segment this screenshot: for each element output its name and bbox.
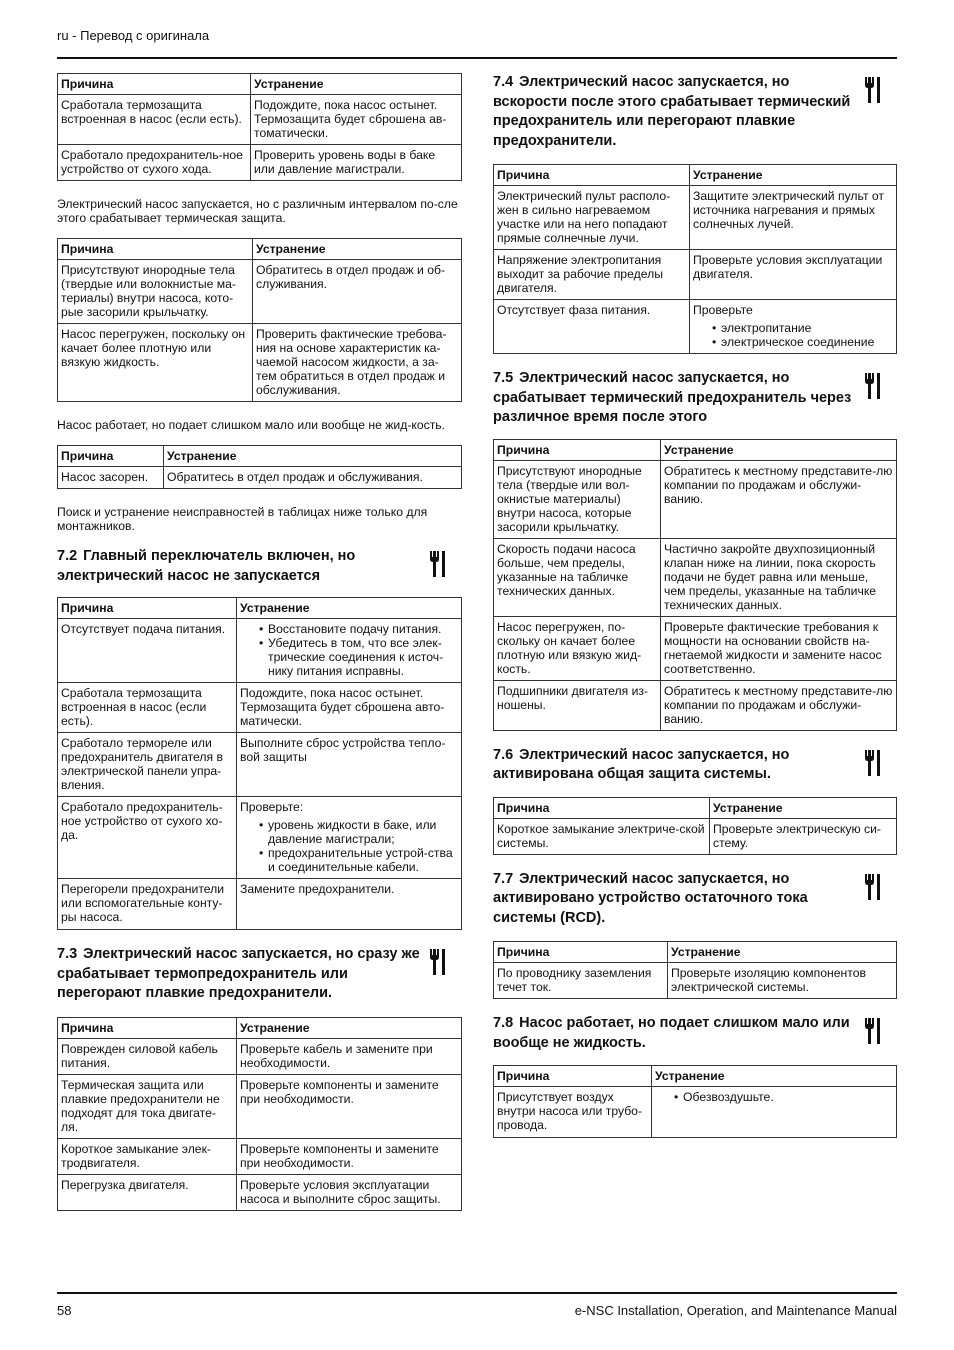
intro-paragraph: Насос работает, но подает слишком мало или вообще не жид-кость. [57, 418, 446, 432]
section-title-text: Электрический насос запускается, но срабатывает термический предохранитель через различное время после этого [493, 370, 852, 425]
remedy-cell: Проверьте изоляцию компонентов электрической системы. [668, 963, 897, 999]
header-cause: Причина [494, 797, 710, 818]
table-header-row [58, 446, 462, 467]
header-remedy: Устранение [251, 74, 462, 95]
cause-cell: Термическая защита или плавкие предохранители не подходят для тока двигате-ля. [58, 1074, 237, 1138]
section-7-7-heading [493, 870, 897, 929]
remedy-cell: Проверьте условия эксплуатации насоса и выполните сброс защиты. [237, 1174, 462, 1210]
list-item: • Обезвоздушьте. [655, 1090, 893, 1104]
remedy-cell: Замените предохранители. [237, 879, 462, 930]
table-row [494, 818, 897, 854]
table-interval-protection [57, 238, 462, 402]
remedy-cell: Проверьте электрическую си-стему. [710, 818, 897, 854]
cause-cell: Присутствует воздух внутри насоса или трубо-провода. [494, 1087, 652, 1138]
table-row [58, 1074, 462, 1138]
cause-cell: Поврежден силовой кабель питания. [58, 1038, 237, 1074]
remedy-list [240, 622, 458, 678]
tools-icon [863, 75, 883, 105]
table-row [494, 186, 897, 250]
header-remedy: Устранение [253, 239, 462, 260]
section-title [493, 369, 863, 428]
left-column [57, 73, 462, 1211]
tools-icon [428, 549, 448, 579]
cause-cell: Насос перегружен, по-скольку он качает более плотную или вязкую жид-кость. [494, 616, 661, 680]
table-row [58, 260, 462, 324]
cause-cell: Отсутствует подача питания. [58, 619, 237, 683]
section-title-text: Насос работает, но подает слишком мало или вообще не жидкость. [493, 1015, 850, 1051]
table-header-row [494, 942, 897, 963]
table-row [58, 1138, 462, 1174]
remedy-cell: Подождите, пока насос остынет. Термозащита будет сброшена авто-матически. [237, 683, 462, 733]
table-section-7-4 [493, 164, 897, 354]
table-header-row [494, 1066, 897, 1087]
list-item: • предохранительные устрой-ства и соединительные кабели. [240, 846, 458, 874]
header-cause: Причина [58, 239, 253, 260]
header-remedy: Устранение [652, 1066, 897, 1087]
section-7-5-heading [493, 369, 897, 428]
section-7-4-heading [493, 73, 897, 151]
tools-icon [863, 371, 883, 401]
section-number: 7.3 [57, 946, 78, 962]
section-title [493, 746, 863, 785]
remedy-cell [237, 619, 462, 683]
page-number: 58 [57, 1303, 72, 1318]
section-title-text: Электрический насос запускается, но сразу же срабатывает термопредохранитель или перегорают плавкие предохранители. [57, 946, 420, 1001]
table-header-row [494, 439, 897, 460]
cause-cell: Короткое замыкание электриче-ской системы. [494, 818, 710, 854]
remedy-list [655, 1090, 893, 1104]
section-7-3-heading [57, 945, 462, 1004]
section-title-text: Электрический насос запускается, но активировано устройство остаточного тока системы (RCD). [493, 870, 808, 926]
remedy-list [693, 321, 893, 349]
remedy-cell: Выполните сброс устройства тепло-вой защиты [237, 733, 462, 797]
table-row [58, 467, 462, 489]
table-row [494, 963, 897, 999]
section-title-text: Электрический насос запускается, но активирована общая защита системы. [493, 746, 790, 782]
header-cause: Причина [494, 165, 690, 186]
header-cause: Причина [58, 598, 237, 619]
remedy-cell: Обратитесь к местному представите-лю компании по продажам и обслужи-ванию. [661, 460, 897, 538]
table-section-7-7 [493, 941, 897, 999]
cause-cell: Сработало термореле или предохранитель двигателя в электрической панели упра-вления. [58, 733, 237, 797]
remedy-cell: Проверить фактические требова-ния на основе характеристик ка-чаемой насосом жидкости, а за-тем обратиться в отдел продаж и обслуживания. [253, 324, 462, 402]
section-number: 7.7 [493, 870, 514, 887]
table-row [58, 733, 462, 797]
section-title [57, 945, 428, 1004]
cause-cell: Сработало предохранитель-ное устройство от сухого хода. [58, 145, 251, 181]
header-cause: Причина [58, 1017, 237, 1038]
section-number: 7.6 [493, 746, 514, 763]
remedy-cell: Защитите электрический пульт от источника нагревания и прямых солнечных лучей. [690, 186, 897, 250]
table-header-row [58, 1017, 462, 1038]
tools-icon [863, 1016, 883, 1046]
table-row [494, 680, 897, 730]
cause-cell: Отсутствует фаза питания. [494, 300, 690, 354]
table-header-row [494, 165, 897, 186]
section-7-8-heading [493, 1014, 897, 1053]
section-number: 7.4 [493, 74, 514, 90]
header-remedy: Устранение [237, 1017, 462, 1038]
remedy-cell: Обратитесь к местному представите-лю компании по продажам и обслужи-ванию. [661, 680, 897, 730]
list-item: • Восстановите подачу питания. [240, 622, 458, 636]
cause-cell: Насос перегружен, поскольку он качает более плотную или вязкую жидкость. [58, 324, 253, 402]
header-remedy: Устранение [710, 797, 897, 818]
list-item: • электропитание [693, 321, 893, 335]
table-row [494, 300, 897, 354]
table-section-7-3 [57, 1017, 462, 1211]
table-row [58, 1174, 462, 1210]
header-rule [57, 57, 897, 59]
header-cause: Причина [494, 439, 661, 460]
remedy-cell [652, 1087, 897, 1138]
list-item: • Убедитесь в том, что все элек-трические соединения к источ-нику питания исправны. [240, 636, 458, 678]
table-low-flow [57, 445, 462, 489]
section-number: 7.5 [493, 370, 514, 386]
remedy-cell [690, 300, 897, 354]
header-cause: Причина [58, 446, 164, 467]
table-header-row [494, 797, 897, 818]
section-title [493, 1014, 863, 1053]
remedy-cell: Проверьте условия эксплуатации двигателя. [690, 250, 897, 300]
table-row [58, 619, 462, 683]
section-title [493, 870, 863, 929]
section-title [493, 73, 863, 151]
remedy-cell: Частично закройте двухпозиционный клапан ниже на линии, пока скорость подачи не будет равна или меньше, чем пределы, указанные на табличке технических данных. [661, 538, 897, 616]
tools-icon [863, 748, 883, 778]
header-remedy: Устранение [661, 439, 897, 460]
section-title-text: Электрический насос запускается, но вскорости после этого срабатывает термический предохранитель или перегорают плавкие предохранители. [493, 74, 851, 149]
table-section-7-5 [493, 439, 897, 731]
remedy-cell: Проверьте компоненты и замените при необходимости. [237, 1074, 462, 1138]
tools-icon [863, 872, 883, 902]
table-header-row [58, 598, 462, 619]
remedy-cell: Проверьте фактические требования к мощности на основании свойств на-гнетаемой жидкости и замените насос соответственно. [661, 616, 897, 680]
table-row [58, 683, 462, 733]
cause-cell: По проводнику заземления течет ток. [494, 963, 668, 999]
remedy-cell: Обратитесь в отдел продаж и об-служивания. [253, 260, 462, 324]
remedy-cell: Проверить уровень воды в баке или давление магистрали. [251, 145, 462, 181]
table-section-7-8 [493, 1065, 897, 1138]
table-row [58, 95, 462, 145]
header-remedy: Устранение [164, 446, 462, 467]
table-header-row [58, 239, 462, 260]
cause-cell: Насос засорен. [58, 467, 164, 489]
table-row [58, 1038, 462, 1074]
remedy-list [240, 818, 458, 874]
list-item: • электрическое соединение [693, 335, 893, 349]
section-number: 7.2 [57, 548, 78, 564]
table-row [494, 538, 897, 616]
header-remedy: Устранение [668, 942, 897, 963]
remedy-cell: Проверьте кабель и замените при необходимости. [237, 1038, 462, 1074]
table-row [58, 145, 462, 181]
remedy-cell: Подождите, пока насос остынет. Термозащита будет сброшена ав-томатически. [251, 95, 462, 145]
cause-cell: Сработало предохранитель-ное устройство от сухого хо-да. [58, 797, 237, 879]
cause-cell: Подшипники двигателя из-ношены. [494, 680, 661, 730]
header-remedy: Устранение [690, 165, 897, 186]
table-header-row [58, 74, 462, 95]
footer-rule [57, 1292, 897, 1294]
list-item: • уровень жидкости в баке, или давление магистрали; [240, 818, 458, 846]
intro-paragraph: Электрический насос запускается, но с различным интервалом по-сле этого срабатывает термическая защита. [57, 197, 458, 225]
table-row [58, 324, 462, 402]
cause-cell: Присутствуют инородные тела (твердые или вол-окнистые материалы) внутри насоса, которые засорили крыльчатку. [494, 460, 661, 538]
table-row [494, 460, 897, 538]
remedy-intro: Проверьте [693, 303, 753, 317]
table-row [58, 797, 462, 879]
table-row [58, 879, 462, 930]
remedy-cell: Обратитесь в отдел продаж и обслуживания. [164, 467, 462, 489]
cause-cell: Скорость подачи насоса больше, чем пределы, указанные на табличке технических данных. [494, 538, 661, 616]
cause-cell: Напряжение электропитания выходит за рабочие пределы двигателя. [494, 250, 690, 300]
table-row [494, 250, 897, 300]
manual-title: e-NSC Installation, Operation, and Maintenance Manual [574, 1303, 897, 1318]
header-cause: Причина [58, 74, 251, 95]
remedy-cell: Проверьте компоненты и замените при необходимости. [237, 1138, 462, 1174]
section-title-text: Главный переключатель включен, но электрический насос не запускается [57, 548, 356, 584]
header-remedy: Устранение [237, 598, 462, 619]
remedy-intro: Проверьте: [240, 800, 304, 814]
section-title [57, 547, 428, 586]
table-section-7-6 [493, 797, 897, 855]
section-number: 7.8 [493, 1015, 514, 1031]
section-7-6-heading [493, 746, 897, 785]
header-cause: Причина [494, 942, 668, 963]
cause-cell: Сработала термозащита встроенная в насос (если есть). [58, 683, 237, 733]
right-column [493, 73, 897, 1138]
cause-cell: Перегорели предохранители или вспомогательные конту-ры насоса. [58, 879, 237, 930]
cause-cell: Сработала термозащита встроенная в насос (если есть). [58, 95, 251, 145]
cause-cell: Присутствуют инородные тела (твердые или волокнистые ма-териалы) внутри насоса, кото-рые засорили крыльчатку. [58, 260, 253, 324]
cause-cell: Перегрузка двигателя. [58, 1174, 237, 1210]
table-row [494, 616, 897, 680]
tools-icon [428, 947, 448, 977]
section-7-2-heading [57, 547, 462, 586]
page-header: ru - Перевод с оригинала [57, 28, 210, 43]
cause-cell: Короткое замыкание элек-тродвигателя. [58, 1138, 237, 1174]
installers-note: Поиск и устранение неисправностей в таблицах ниже только для монтажников. [57, 505, 428, 533]
table-thermal-protection [57, 73, 462, 181]
table-section-7-2 [57, 597, 462, 930]
table-row [494, 1087, 897, 1138]
remedy-cell [237, 797, 462, 879]
header-cause: Причина [494, 1066, 652, 1087]
cause-cell: Электрический пульт располо-жен в сильно нагреваемом участке или на него попадают прямые солнечные лучи. [494, 186, 690, 250]
